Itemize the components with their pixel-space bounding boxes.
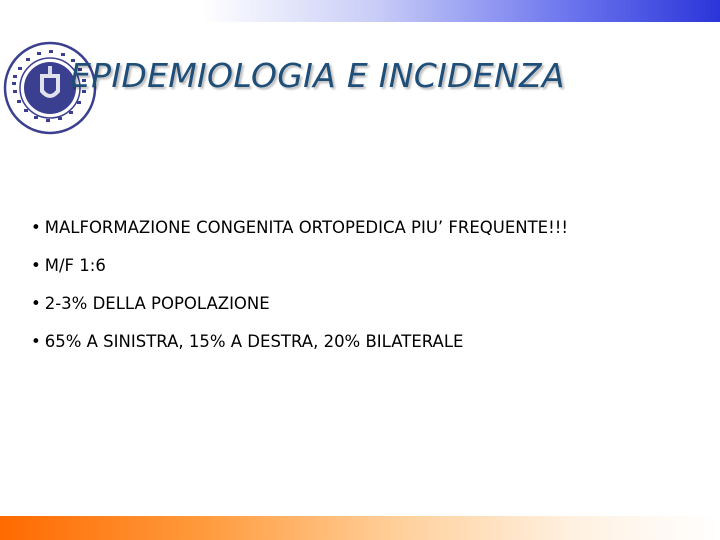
bullet-dot: • bbox=[31, 256, 41, 275]
bullet-text: 2-3% DELLA POPOLAZIONE bbox=[44, 294, 270, 313]
bottom-gradient-bar bbox=[0, 516, 720, 540]
bullet-text: MALFORMAZIONE CONGENITA ORTOPEDICA PIU’ FREQUENTE!!! bbox=[44, 218, 568, 237]
bullet-dot: • bbox=[31, 218, 41, 237]
bullet-dot: • bbox=[31, 332, 41, 351]
top-gradient-bar bbox=[0, 0, 720, 22]
bullet-text: M/F 1:6 bbox=[44, 256, 106, 275]
bullet-dot: • bbox=[31, 294, 41, 313]
slide-title: EPIDEMIOLOGIA E INCIDENZA bbox=[70, 56, 565, 95]
bullet-item bbox=[31, 252, 711, 290]
bullet-item bbox=[31, 214, 711, 252]
bullet-text: 65% A SINISTRA, 15% A DESTRA, 20% BILATERALE bbox=[44, 332, 464, 351]
bullet-item bbox=[31, 328, 711, 366]
bullet-item bbox=[31, 290, 711, 328]
bullet-list bbox=[31, 214, 711, 366]
